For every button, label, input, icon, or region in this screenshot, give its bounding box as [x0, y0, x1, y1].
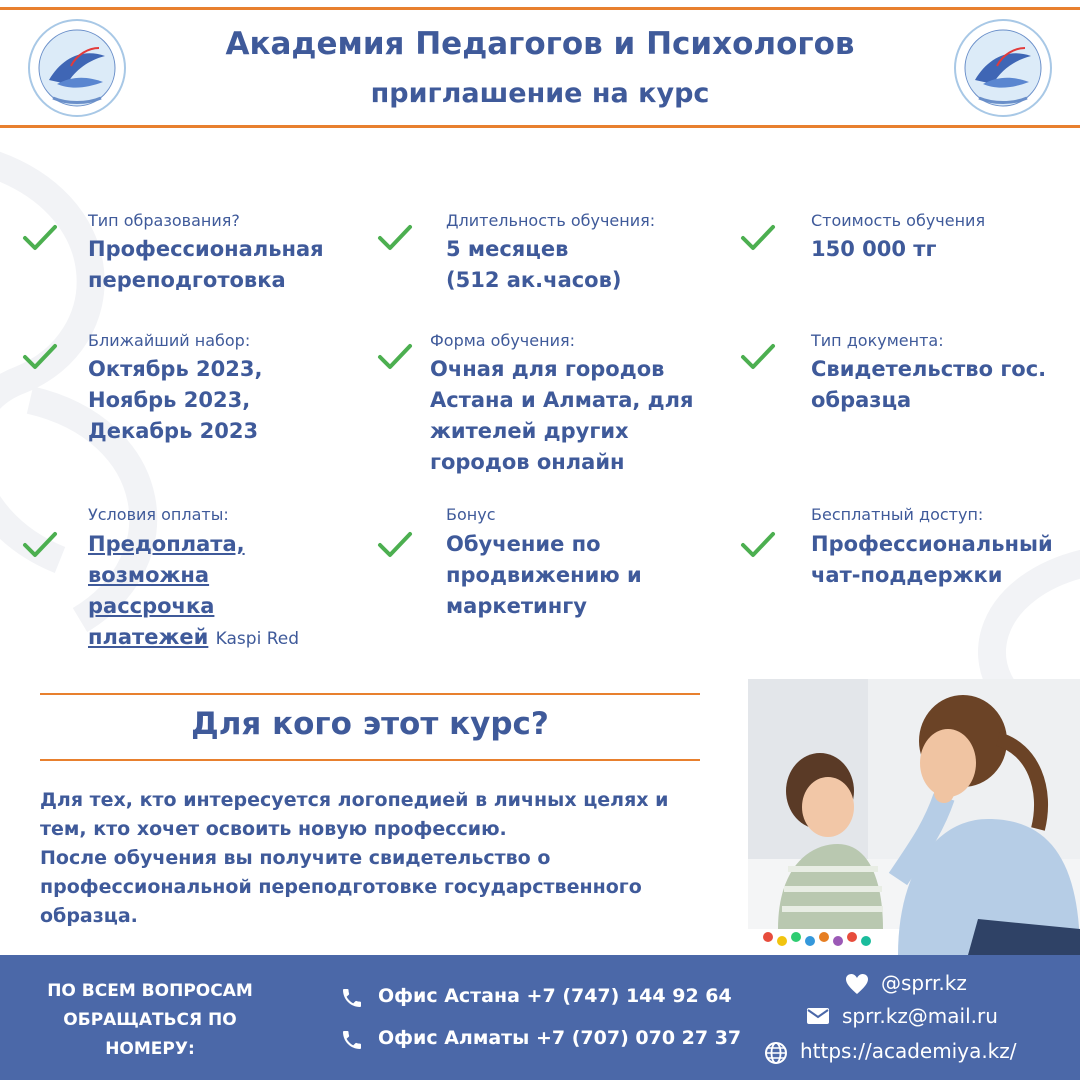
- feature-label: Форма обучения:: [430, 331, 575, 350]
- feature-value: Обучение по продвижению и маркетингу: [446, 532, 642, 618]
- kaspi-red-note: Kaspi Red: [215, 629, 299, 649]
- mail-icon: [806, 1006, 830, 1026]
- top-rule: [0, 7, 1080, 10]
- feature-value: Профессиональная переподготовка: [88, 237, 324, 292]
- feature-value: Очная для городов Астана и Алмата, для жителей других городов онлайн: [430, 357, 694, 474]
- check-icon: [22, 530, 58, 560]
- feature-label: Условия оплаты:: [88, 505, 229, 524]
- globe-icon: [764, 1041, 788, 1065]
- feature-label: Тип образования?: [88, 211, 240, 230]
- phone-almaty[interactable]: Офис Алматы +7 (707) 070 27 37: [340, 1027, 740, 1053]
- feature-label: Длительность обучения:: [446, 211, 656, 230]
- check-icon: [740, 530, 776, 560]
- feature-label: Ближайший набор:: [88, 331, 251, 350]
- page-subtitle: приглашение на курс: [370, 78, 710, 109]
- feature-value: 5 месяцев (512 ак.часов): [446, 237, 622, 292]
- feature-value: Октябрь 2023, Ноябрь 2023, Декабрь 2023: [88, 357, 263, 443]
- check-icon: [377, 223, 413, 253]
- section-description: Для тех, кто интересуется логопедией в личных целях и тем, кто хочет освоить новую профессию. После обучения вы получите свидетельство о профессиональной переподготовке государственного образца.: [40, 789, 669, 927]
- check-icon: [22, 342, 58, 372]
- check-icon: [22, 223, 58, 253]
- logo-emblem: [27, 18, 127, 118]
- section-rule-bottom: [40, 759, 700, 761]
- email-link[interactable]: sprr.kz@mail.ru: [806, 1004, 1046, 1030]
- speech-therapy-photo: [748, 679, 1080, 955]
- feature-label: Бесплатный доступ:: [811, 505, 984, 524]
- check-icon: [740, 342, 776, 372]
- feature-value: Свидетельство гос. образца: [811, 357, 1047, 412]
- footer: [0, 955, 1080, 1080]
- website-link[interactable]: https://academiya.kz/: [764, 1039, 1064, 1067]
- section-title: Для кого этот курс?: [191, 706, 549, 742]
- logo-emblem: [953, 18, 1053, 118]
- section-rule-top: [40, 693, 700, 695]
- feature-value: 150 000 тг: [811, 237, 937, 261]
- check-icon: [377, 342, 413, 372]
- header-rule: [0, 125, 1080, 128]
- phone-icon: [340, 986, 364, 1010]
- heart-icon: [845, 973, 869, 995]
- check-icon: [377, 530, 413, 560]
- page-title: Академия Педагогов и Психологов: [225, 26, 855, 62]
- feature-value: Предоплата, возможна рассрочка платежей Kaspi Red: [88, 532, 299, 649]
- feature-label: Бонус: [446, 505, 496, 524]
- phone-icon: [340, 1028, 364, 1052]
- feature-label: Стоимость обучения: [811, 211, 986, 230]
- check-icon: [740, 223, 776, 253]
- instagram-link[interactable]: @sprr.kz: [845, 971, 1045, 997]
- footer-questions-note: ПО ВСЕМ ВОПРОСАМ ОБРАЩАТЬСЯ ПО НОМЕРУ:: [47, 981, 253, 1059]
- feature-label: Тип документа:: [811, 331, 944, 350]
- phone-astana[interactable]: Офис Астана +7 (747) 144 92 64: [340, 985, 740, 1011]
- feature-value: Профессиональный чат-поддержки: [811, 532, 1053, 587]
